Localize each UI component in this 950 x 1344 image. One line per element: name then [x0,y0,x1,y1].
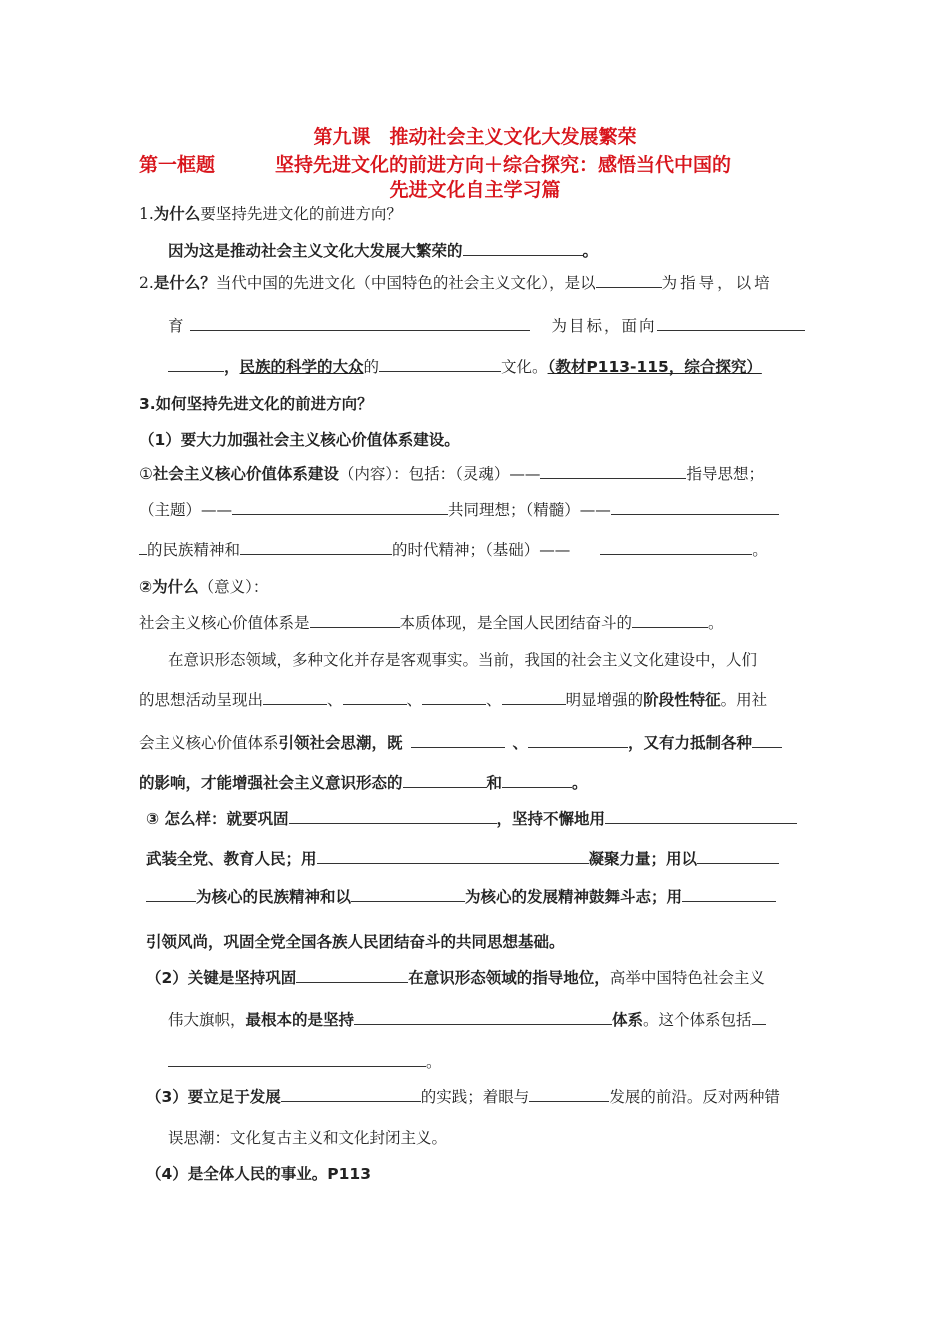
q3-c3-line-2: 武装全党、教育人民；用 凝聚力量；用以 [146,849,779,869]
blank[interactable] [240,540,392,555]
frame-label: 第一框题 [139,154,216,176]
frame-title: 坚持先进文化的前进方向＋综合探究：感悟当代中国的 [275,154,732,176]
blank[interactable] [611,500,779,515]
q3-c3-line-4: 引领风尚，巩固全党全国各族人民团结奋斗的共同思想基础。 [146,933,565,951]
blank[interactable] [502,690,566,705]
q1-question: 1.为什么要坚持先进文化的前进方向？ [139,205,402,223]
q3-c3-line-1: ③ 怎么样：就要巩固 ，坚持不懈地用 [146,809,797,829]
q3-section-4: （4）是全体人民的事业。P113 [146,1165,372,1183]
blank[interactable] [657,316,805,331]
blank[interactable] [540,464,686,479]
blank[interactable] [168,357,224,372]
blank[interactable] [139,540,147,555]
blank[interactable] [422,690,486,705]
blank[interactable] [697,849,779,864]
blank[interactable] [632,613,708,628]
q3-section-1: （1）要大力加强社会主义核心价值体系建设。 [139,431,460,449]
blank[interactable] [296,968,408,983]
blank[interactable] [379,357,501,372]
q3-p5: 的影响，才能增强社会主义意识形态的 和 。 [139,774,588,792]
q3-section-2-line-1: （2）关键是坚持巩固 在意识形态领域的指导地位，高举中国特色社会主义 [146,969,765,987]
blank[interactable] [317,849,589,864]
q3-p1: 社会主义核心价值体系是 本质体现，是全国人民团结奋斗的 。 [139,614,724,632]
blank[interactable] [682,887,776,902]
blank[interactable] [232,500,448,515]
q3-section-3-line-1: （3）要立足于发展 的实践；着眼与 发展的前沿。反对两种错 [146,1088,780,1106]
q3-section-2-line-2: 伟大旗帜，最根本的是坚持 体系。这个体系包括 [168,1010,766,1030]
blank[interactable] [596,273,662,288]
blank[interactable] [168,1052,426,1067]
blank[interactable] [310,613,400,628]
q3-p4: 会主义核心价值体系引领社会思潮，既 、 ，又有力抵制各种 [139,733,782,753]
blank[interactable] [289,809,497,824]
blank[interactable] [528,733,628,748]
q3-section-2-line-3: 。 [168,1052,442,1072]
blank[interactable] [605,809,797,824]
q2-line-2: 育 为目标，面向 [168,316,805,336]
blank[interactable] [354,1010,612,1025]
q3-p2: 在意识形态领域，多种文化并存是客观事实。当前，我国的社会主义文化建设中，人们 [168,651,758,669]
q3-heading: 3.如何坚持先进文化的前进方向？ [139,395,373,413]
q3-c1-line-1: ①社会主义核心价值体系建设（内容）：包括：（灵魂）—— 指导思想； [139,465,764,483]
q3-c1-line-2: （主题）—— 共同理想；（精髓）—— [139,500,779,520]
blank[interactable] [463,241,583,256]
q2-line-3: ，民族的科学的大众的 文化。（教材P113-115，综合探究） [168,357,762,377]
q2-line-1: 2.是什么？当代中国的先进文化（中国特色的社会主义文化），是以 为指导，以培 [139,274,773,292]
blank[interactable] [281,1087,421,1102]
q3-section-3-line-2: 误思潮：文化复古主义和文化封闭主义。 [168,1129,448,1147]
frame-title-cont: 先进文化自主学习篇 [389,179,561,201]
lesson-title: 第九课 推动社会主义文化大发展繁荣 [313,126,637,148]
blank[interactable] [343,690,407,705]
q3-p3: 的思想活动呈现出 、 、 、 明显增强的阶段性特征。用社 [139,691,768,709]
blank[interactable] [502,773,572,788]
blank[interactable] [146,887,196,902]
blank[interactable] [411,733,505,748]
blank[interactable] [752,1010,766,1025]
blank[interactable] [351,887,465,902]
q3-c2-heading: ②为什么（意义）： [139,578,269,596]
blank[interactable] [403,773,487,788]
blank[interactable] [600,540,752,555]
blank[interactable] [752,733,782,748]
blank[interactable] [190,316,530,331]
blank[interactable] [529,1087,609,1102]
q1-answer: 因为这是推动社会主义文化大发展大繁荣的 。 [168,242,599,260]
blank[interactable] [263,690,327,705]
q3-c1-line-3: 的民族精神和 的时代精神；（基础）—— 。 [139,540,768,560]
q3-c3-line-3: 为核心的民族精神和以 为核心的发展精神鼓舞斗志；用 [146,887,776,907]
